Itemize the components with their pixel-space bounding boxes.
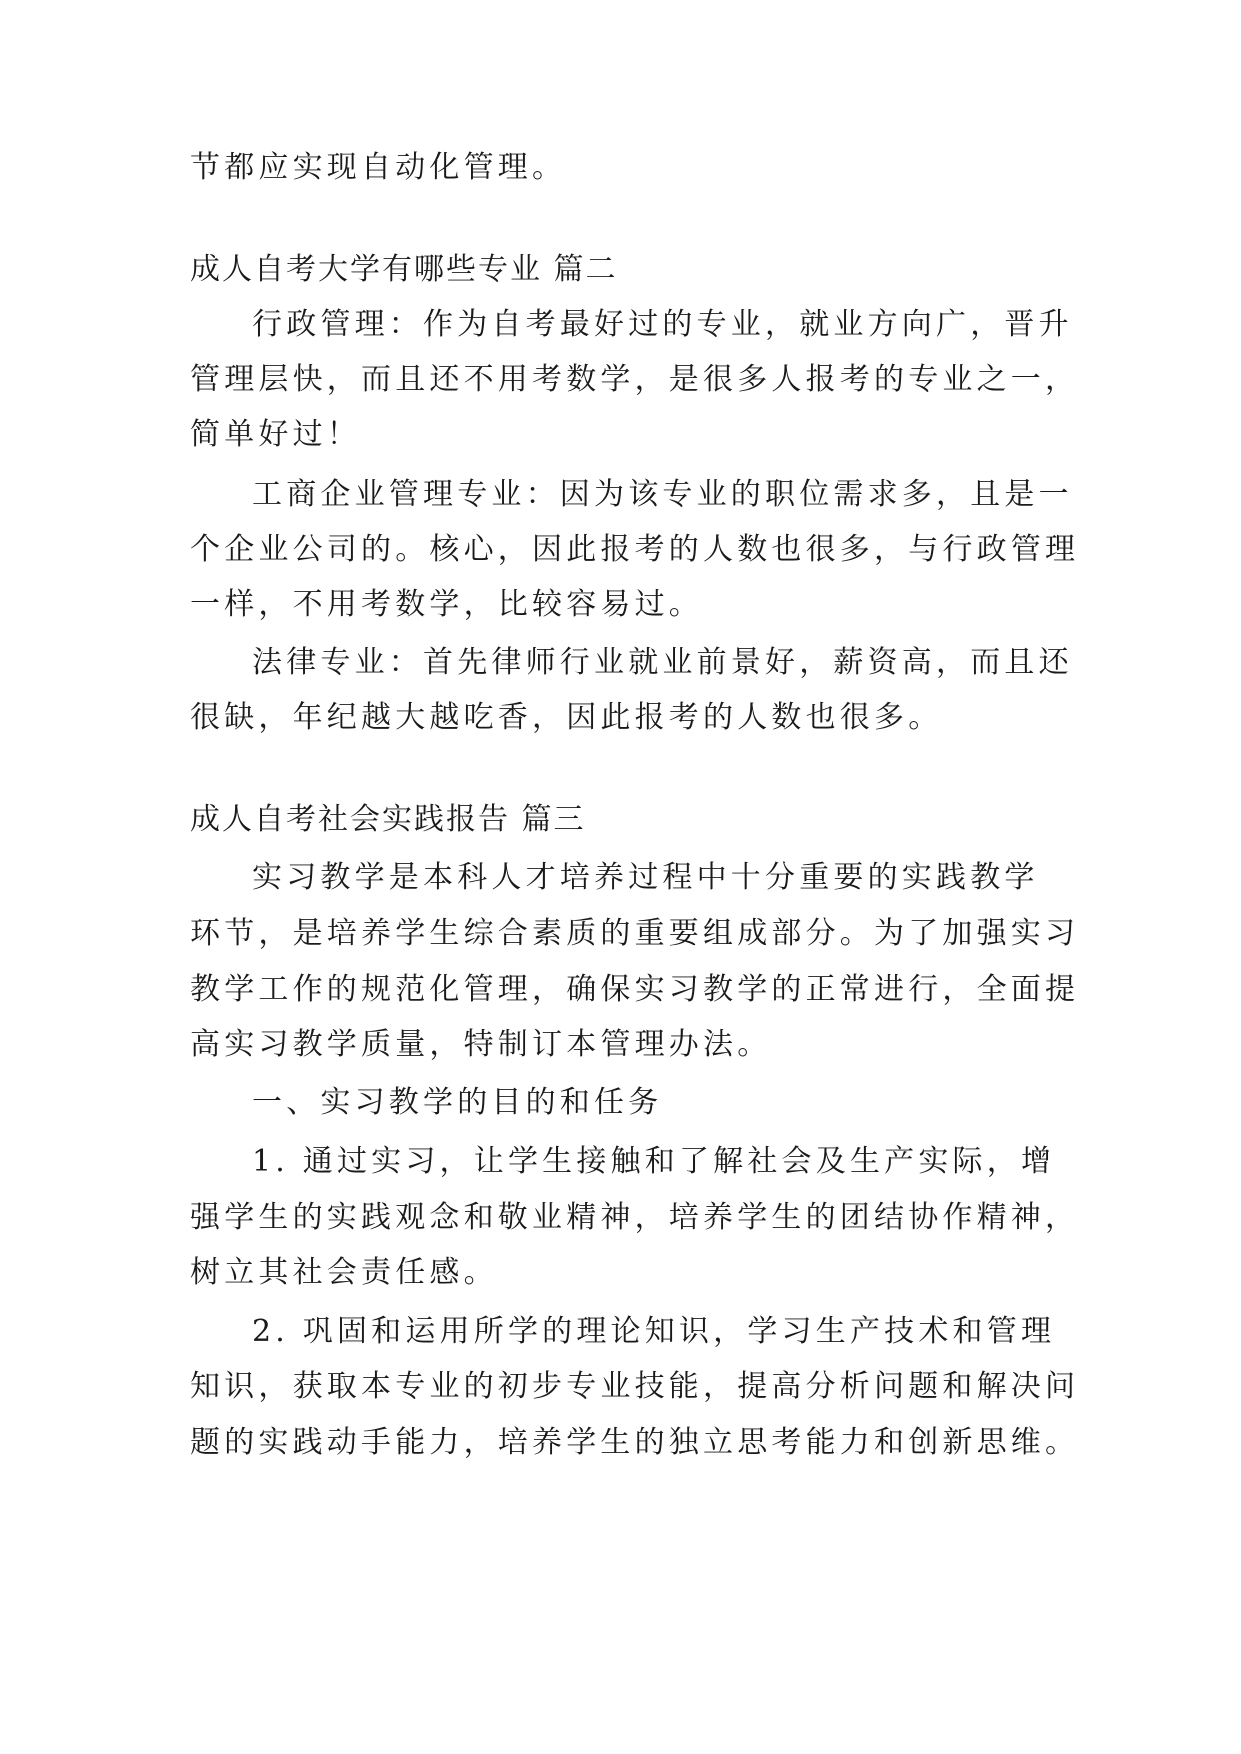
section-heading: 成人自考社会实践报告 篇三 (190, 802, 586, 837)
text-line: 树立其社会责任感。 (190, 1255, 498, 1290)
text-line: 实习教学是本科人才培养过程中十分重要的实践教学 (252, 860, 1039, 895)
text-line: 简单好过！ (190, 417, 361, 452)
text-line: 个企业公司的。核心，因此报考的人数也很多，与行政管理 (190, 532, 1080, 567)
text-line: 知识，获取本专业的初步专业技能，提高分析问题和解决问 (190, 1369, 1080, 1404)
text-line: 教学工作的规范化管理，确保实习教学的正常进行，全面提 (190, 972, 1080, 1007)
list-item: 2. 巩固和运用所学的理论知识，学习生产技术和管理 (252, 1314, 1056, 1349)
text-line: 很缺，年纪越大越吃香，因此报考的人数也很多。 (190, 700, 943, 735)
text-line: 环节，是培养学生综合素质的重要组成部分。为了加强实习 (190, 916, 1080, 951)
text-line: 管理层快，而且还不用考数学，是很多人报考的专业之一， (190, 362, 1080, 397)
text-line: 工商企业管理专业：因为该专业的职位需求多，且是一 (252, 477, 1073, 512)
text-line: 行政管理：作为自考最好过的专业，就业方向广，晋升 (252, 307, 1073, 342)
text-line: 节都应实现自动化管理。 (190, 150, 567, 185)
list-heading: 一、实习教学的目的和任务 (252, 1085, 663, 1120)
text-line: 高实习教学质量，特制订本管理办法。 (190, 1027, 772, 1062)
text-line: 强学生的实践观念和敬业精神，培养学生的团结协作精神， (190, 1200, 1080, 1235)
section-heading: 成人自考大学有哪些专业 篇二 (190, 252, 618, 287)
text-line: 题的实践动手能力，培养学生的独立思考能力和创新思维。 (190, 1425, 1080, 1460)
text-line: 法律专业：首先律师行业就业前景好，薪资高，而且还 (252, 645, 1073, 680)
text-line: 一样，不用考数学，比较容易过。 (190, 587, 703, 622)
list-item: 1. 通过实习，让学生接触和了解社会及生产实际，增 (252, 1144, 1056, 1179)
